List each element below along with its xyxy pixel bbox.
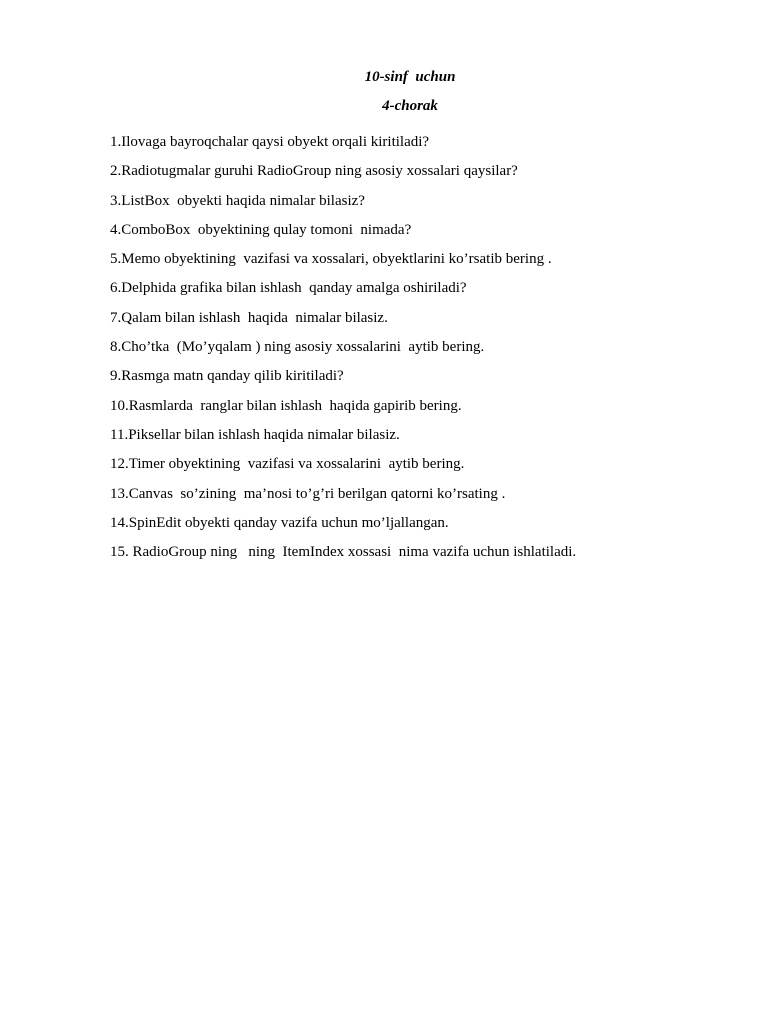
question-item: 3.ListBox obyekti haqida nimalar bilasiz? bbox=[110, 192, 365, 209]
question-list bbox=[110, 128, 576, 567]
question-item: 6.Delphida grafika bilan ishlash qanday amalga oshiriladi? bbox=[110, 280, 467, 297]
question-item: 15. RadioGroup ning ning ItemIndex xossasi nima vazifa uchun ishlatiladi. bbox=[110, 544, 577, 561]
document-subtitle: 4-chorak bbox=[382, 98, 438, 114]
question-item: 13.Canvas so’zining ma’nosi to’g’ri berilgan qatorni ko’rsating . bbox=[110, 485, 506, 502]
document-title: 10-sinf uchun bbox=[364, 69, 456, 85]
question-item: 1.Ilovaga bayroqchalar qaysi obyekt orqali kiritiladi? bbox=[110, 134, 430, 150]
question-item: 9.Rasmga matn qanday qilib kiritiladi? bbox=[110, 368, 344, 385]
question-item: 7.Qalam bilan ishlash haqida nimalar bilasiz. bbox=[110, 309, 388, 326]
question-item: 14.SpinEdit obyekti qanday vazifa uchun mo’ljallangan. bbox=[110, 514, 449, 531]
question-item: 10.Rasmlarda ranglar bilan ishlash haqida gapirib bering. bbox=[110, 397, 462, 414]
question-item: 4.ComboBox obyektining qulay tomoni nimada? bbox=[110, 221, 412, 238]
question-item: 2.Radiotugmalar guruhi RadioGroup ning asosiy xossalari qaysilar? bbox=[110, 163, 518, 180]
question-item: 8.Cho’tka (Mo’yqalam ) ning asosiy xossalarini aytib bering. bbox=[110, 339, 485, 356]
question-item: 11.Piksellar bilan ishlash haqida nimalar bilasiz. bbox=[110, 426, 400, 443]
question-item: 12.Timer obyektining vazifasi va xossalarini aytib bering. bbox=[110, 456, 465, 473]
question-item: 5.Memo obyektining vazifasi va xossalari, obyektlarini ko’rsatib bering . bbox=[110, 251, 552, 268]
